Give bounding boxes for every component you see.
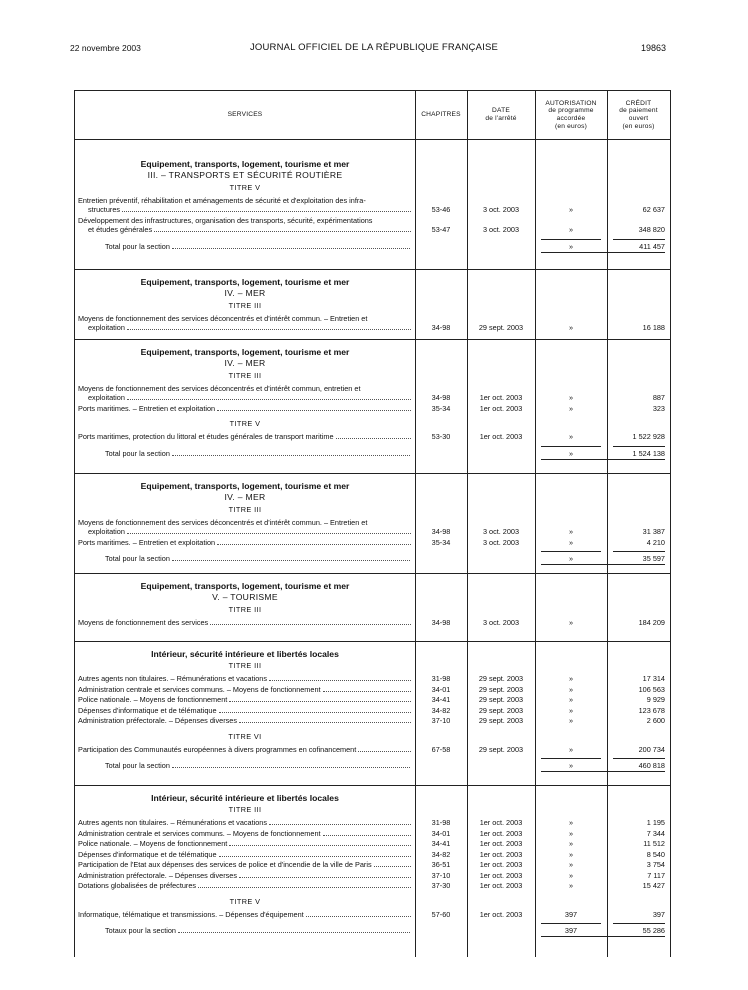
- table-row: [78, 384, 412, 402]
- date-cell: 1er oct. 2003: [479, 392, 523, 402]
- table-row: [78, 695, 412, 704]
- service-label-line: [78, 685, 412, 694]
- titre-heading: TITRE III: [228, 604, 262, 614]
- table-row: [78, 745, 412, 754]
- table-row: [78, 910, 412, 919]
- authorization-cell: »: [568, 432, 574, 441]
- dot-leader: [178, 932, 410, 933]
- total-authorization: »: [568, 554, 574, 563]
- ministry-heading: Equipement, transports, logement, tourisme et mer: [140, 347, 350, 357]
- date-cell: 3 oct. 2003: [482, 204, 520, 214]
- double-rule: [541, 771, 665, 772]
- column-header-credit: CRÉDIT de paiement ouvert (en euros): [619, 99, 658, 130]
- section-total-row: [105, 554, 411, 563]
- dot-leader: [219, 712, 412, 713]
- ministry-heading: Equipement, transports, logement, tourisme et mer: [140, 581, 350, 591]
- dot-leader: [127, 329, 411, 330]
- table-row: [78, 829, 412, 838]
- service-label-line: [78, 910, 412, 919]
- total-credit: 35 597: [642, 554, 665, 563]
- authorization-cell: »: [568, 860, 574, 869]
- date-cell: 29 sept. 2003: [478, 322, 524, 332]
- dot-leader: [358, 751, 411, 752]
- chapter-cell: 53-47: [431, 224, 451, 234]
- service-label-line: [78, 323, 412, 332]
- credit-cell: 17 314: [642, 674, 665, 683]
- column-divider: [467, 91, 468, 957]
- service-label-text: Autres agents non titulaires. – Rémunérations et vacations: [78, 674, 268, 683]
- total-authorization: 397: [564, 926, 578, 935]
- sum-rule: [613, 239, 665, 240]
- sum-rule: [613, 446, 665, 447]
- date-cell: 3 oct. 2003: [482, 537, 520, 547]
- dot-leader: [198, 887, 411, 888]
- dot-leader: [154, 231, 411, 232]
- credit-cell: 7 344: [646, 828, 665, 838]
- service-label-text: Participation de l'Etat aux dépenses des services de police et d'incendie de la ville de Paris: [78, 860, 372, 869]
- authorization-cell: »: [568, 695, 574, 704]
- section-separator: [75, 473, 670, 474]
- chapter-cell: 53-30: [431, 432, 451, 441]
- table-row: [78, 871, 412, 880]
- header-rule: [75, 139, 670, 140]
- dot-leader: [127, 399, 411, 400]
- date-cell: 1er oct. 2003: [479, 828, 523, 838]
- table-row: [78, 716, 412, 725]
- date-cell: 1er oct. 2003: [479, 839, 523, 848]
- total-label: Total pour la section: [105, 554, 170, 563]
- section-separator: [75, 269, 670, 270]
- section-total-row: [105, 449, 411, 458]
- column-divider: [607, 91, 608, 957]
- service-label-text: structures: [88, 204, 121, 214]
- date-cell: 29 sept. 2003: [478, 705, 524, 715]
- authorization-cell: »: [568, 537, 574, 547]
- service-label-line: Moyens de fonctionnement des services déconcentrés et d'intérêt commun. – Entretien et: [78, 517, 368, 527]
- service-label-line: [78, 745, 412, 754]
- titre-heading: TITRE III: [228, 805, 262, 814]
- titre-heading: TITRE III: [228, 504, 262, 514]
- chapter-cell: 37-10: [431, 870, 451, 880]
- date-cell: 3 oct. 2003: [482, 526, 520, 536]
- service-label-line: [78, 716, 412, 725]
- dot-leader: [172, 455, 410, 456]
- service-label-text: Moyens de fonctionnement des services: [78, 617, 209, 627]
- section-subheading: III. – TRANSPORTS ET SÉCURITÉ ROUTIÈRE: [147, 170, 343, 180]
- dot-leader: [217, 544, 411, 545]
- table-row: [78, 618, 412, 627]
- authorization-cell: »: [568, 839, 574, 848]
- chapter-cell: 36-51: [431, 860, 451, 869]
- column-divider: [415, 91, 416, 957]
- credit-cell: 11 512: [643, 839, 665, 848]
- table-row: [78, 881, 412, 890]
- double-rule: [541, 936, 665, 937]
- service-label-line: [78, 393, 412, 402]
- credit-cell: 348 820: [638, 224, 665, 234]
- authorization-cell: »: [568, 403, 574, 413]
- credit-cell: 7 117: [647, 870, 665, 880]
- titre-heading: TITRE VI: [228, 731, 262, 741]
- chapter-cell: 31-98: [431, 674, 451, 683]
- credit-cell: 4 210: [646, 537, 665, 547]
- dot-leader: [172, 248, 410, 249]
- credits-table: [74, 90, 671, 957]
- service-label-text: exploitation: [88, 526, 125, 536]
- section-subheading: IV. – MER: [224, 288, 266, 298]
- ministry-heading: Equipement, transports, logement, tourisme et mer: [140, 277, 350, 287]
- service-label-text: Administration centrale et services communs. – Moyens de fonctionnement: [78, 828, 321, 838]
- table-row: [78, 404, 412, 413]
- dot-leader: [219, 856, 412, 857]
- authorization-cell: »: [568, 674, 574, 683]
- section-subheading: V. – TOURISME: [212, 592, 278, 602]
- total-label: Total pour la section: [105, 241, 170, 251]
- total-label: Total pour la section: [105, 448, 170, 458]
- authorization-cell: »: [568, 392, 574, 402]
- section-subheading: IV. – MER: [224, 358, 266, 368]
- section-separator: [75, 573, 670, 574]
- column-divider: [535, 91, 536, 957]
- service-label-line: [78, 829, 412, 838]
- sum-rule: [541, 551, 601, 552]
- authorization-cell: »: [568, 881, 574, 890]
- table-row: [78, 196, 412, 214]
- service-label-text: exploitation: [88, 322, 125, 332]
- chapter-cell: 67-58: [431, 744, 451, 754]
- credit-cell: 3 754: [646, 860, 665, 869]
- page-header: [0, 0, 748, 60]
- authorization-cell: »: [568, 204, 574, 214]
- authorization-cell: »: [568, 870, 574, 880]
- ministry-heading: Equipement, transports, logement, tourisme et mer: [140, 159, 350, 169]
- dot-leader: [269, 824, 411, 825]
- credit-cell: 8 540: [646, 849, 665, 859]
- total-credit: 460 818: [638, 761, 665, 770]
- chapter-cell: 35-34: [431, 403, 451, 413]
- table-row: [78, 538, 412, 547]
- credit-cell: 1 195: [646, 818, 665, 827]
- dot-leader: [239, 722, 411, 723]
- titre-heading: TITRE III: [228, 300, 262, 310]
- section-separator: [75, 641, 670, 642]
- titre-heading: TITRE III: [228, 661, 262, 670]
- service-label-text: Informatique, télématique et transmissions. – Dépenses d'équipement: [78, 909, 304, 919]
- service-label-line: [78, 225, 412, 234]
- service-label-line: [78, 839, 412, 848]
- table-row: [78, 850, 412, 859]
- authorization-cell: »: [568, 526, 574, 536]
- authorization-cell: 397: [564, 909, 578, 919]
- service-label-text: exploitation: [88, 392, 125, 402]
- sum-rule: [613, 923, 665, 924]
- service-label-line: [78, 818, 412, 827]
- service-label-text: Dépenses d'informatique et de télématique: [78, 849, 217, 859]
- sum-rule: [541, 758, 601, 759]
- dot-leader: [323, 691, 411, 692]
- credit-cell: 200 734: [638, 744, 665, 754]
- service-label-line: [78, 871, 412, 880]
- journal-title: JOURNAL OFFICIEL DE LA RÉPUBLIQUE FRANÇAISE: [249, 42, 499, 53]
- table-row: [78, 518, 412, 536]
- service-label-line: [78, 404, 412, 413]
- section-separator: [75, 785, 670, 786]
- service-label-text: Dépenses d'informatique et de télématique: [78, 705, 217, 715]
- dot-leader: [217, 410, 411, 411]
- dot-leader: [323, 835, 411, 836]
- date-cell: 29 sept. 2003: [478, 744, 524, 754]
- table-row: [78, 839, 412, 848]
- service-label-text: et études générales: [88, 224, 153, 234]
- section-total-row: [105, 242, 411, 251]
- service-label-text: Administration centrale et services communs. – Moyens de fonctionnement: [78, 684, 321, 694]
- service-label-line: Entretien préventif, réhabilitation et aménagements de sécurité et d'exploitation des infra-: [78, 195, 366, 205]
- authorization-cell: »: [568, 716, 574, 725]
- total-label: Totaux pour la section: [105, 926, 176, 935]
- chapter-cell: 34-01: [431, 828, 451, 838]
- date-cell: 1er oct. 2003: [479, 432, 523, 441]
- total-credit: 411 457: [639, 241, 665, 251]
- total-credit: 55 286: [642, 926, 665, 935]
- service-label-line: [78, 706, 412, 715]
- sum-rule: [541, 923, 601, 924]
- titre-heading: TITRE V: [229, 896, 261, 906]
- service-label-line: [78, 205, 412, 214]
- date-cell: 1er oct. 2003: [479, 860, 523, 869]
- service-label-line: [78, 674, 412, 683]
- double-rule: [541, 459, 665, 460]
- sum-rule: [541, 239, 601, 240]
- date-cell: 1er oct. 2003: [479, 818, 523, 827]
- credit-cell: 887: [652, 392, 665, 402]
- service-label-text: Police nationale. – Moyens de fonctionnement: [78, 839, 228, 848]
- credit-cell: 31 387: [642, 526, 665, 536]
- chapter-cell: 34-98: [431, 617, 451, 627]
- service-label-text: Autres agents non titulaires. – Rémunérations et vacations: [78, 818, 268, 827]
- sum-rule: [613, 551, 665, 552]
- ministry-heading: Equipement, transports, logement, tourisme et mer: [140, 481, 350, 491]
- column-header-chapitres: CHAPITRES: [421, 111, 461, 119]
- service-label-line: [78, 618, 412, 627]
- section-subheading: IV. – MER: [224, 492, 266, 502]
- service-label-text: Police nationale. – Moyens de fonctionnement: [78, 695, 228, 704]
- sum-rule: [613, 758, 665, 759]
- date-cell: 29 sept. 2003: [478, 674, 524, 683]
- total-authorization: »: [568, 241, 574, 251]
- service-label-text: Dotations globalisées de préfectures: [78, 881, 197, 890]
- dot-leader: [210, 624, 411, 625]
- service-label-text: Ports maritimes. – Entretien et exploitation: [78, 403, 216, 413]
- service-label-line: [78, 850, 412, 859]
- service-label-line: Moyens de fonctionnement des services déconcentrés et d'intérêt commun. – Entretien et: [78, 313, 368, 323]
- chapter-cell: 34-98: [431, 392, 451, 402]
- total-authorization: »: [568, 761, 574, 770]
- service-label-line: Développement des infrastructures, organisation des transports, sécurité, expérimentations: [78, 215, 373, 225]
- total-authorization: »: [568, 448, 574, 458]
- table-row: [78, 685, 412, 694]
- date-cell: 29 sept. 2003: [478, 716, 524, 725]
- chapter-cell: 37-10: [431, 716, 451, 725]
- dot-leader: [269, 680, 411, 681]
- service-label-text: Administration préfectorale. – Dépenses diverses: [78, 870, 237, 880]
- chapter-cell: 34-98: [431, 322, 451, 332]
- date-cell: 1er oct. 2003: [479, 881, 523, 890]
- chapter-cell: 34-82: [431, 849, 451, 859]
- credit-cell: 397: [652, 909, 665, 919]
- total-credit: 1 524 138: [632, 448, 665, 458]
- ministry-heading: Intérieur, sécurité intérieure et libertés locales: [151, 793, 339, 803]
- service-label-line: [78, 860, 412, 869]
- service-label-line: [78, 695, 412, 704]
- date-cell: 1er oct. 2003: [479, 870, 523, 880]
- authorization-cell: »: [568, 617, 574, 627]
- chapter-cell: 34-82: [431, 705, 451, 715]
- table-row: [78, 314, 412, 332]
- credit-cell: 123 678: [638, 705, 665, 715]
- credit-cell: 323: [652, 403, 665, 413]
- chapter-cell: 34-01: [431, 684, 451, 694]
- credit-cell: 62 637: [642, 204, 665, 214]
- publication-date: 22 novembre 2003: [70, 43, 141, 53]
- chapter-cell: 34-41: [431, 695, 451, 704]
- chapter-cell: 37-30: [431, 881, 451, 890]
- authorization-cell: »: [568, 224, 574, 234]
- section-total-row: [105, 926, 411, 935]
- authorization-cell: »: [568, 828, 574, 838]
- table-row: [78, 216, 412, 234]
- date-cell: 29 sept. 2003: [478, 695, 524, 704]
- credit-cell: 2 600: [646, 716, 665, 725]
- service-label-text: Ports maritimes. – Entretien et exploitation: [78, 537, 216, 547]
- credit-cell: 1 522 928: [632, 432, 665, 441]
- service-label-line: [78, 527, 412, 536]
- date-cell: 29 sept. 2003: [478, 684, 524, 694]
- dot-leader: [229, 701, 411, 702]
- total-label: Total pour la section: [105, 761, 170, 770]
- credit-cell: 184 209: [638, 617, 665, 627]
- titre-heading: TITRE III: [228, 370, 262, 380]
- table-row: [78, 674, 412, 683]
- chapter-cell: 34-98: [431, 526, 451, 536]
- dot-leader: [172, 767, 410, 768]
- authorization-cell: »: [568, 322, 574, 332]
- dot-leader: [122, 211, 411, 212]
- dot-leader: [374, 866, 411, 867]
- page-number: 19863: [640, 43, 666, 53]
- chapter-cell: 35-34: [431, 537, 451, 547]
- chapter-cell: 57-60: [431, 909, 451, 919]
- ministry-heading: Intérieur, sécurité intérieure et libertés locales: [151, 649, 339, 659]
- chapter-cell: 34-41: [431, 839, 451, 848]
- date-cell: 3 oct. 2003: [482, 617, 520, 627]
- table-row: [78, 706, 412, 715]
- table-row: [78, 860, 412, 869]
- credit-cell: 106 563: [638, 684, 665, 694]
- dot-leader: [239, 877, 411, 878]
- column-header-date: DATE de l'arrêté: [485, 107, 517, 122]
- column-header-autorisation: AUTORISATION de programme accordée (en euros): [545, 99, 597, 130]
- chapter-cell: 31-98: [431, 818, 451, 827]
- credit-cell: 9 929: [646, 695, 665, 704]
- date-cell: 1er oct. 2003: [479, 909, 523, 919]
- authorization-cell: »: [568, 744, 574, 754]
- sum-rule: [541, 446, 601, 447]
- dot-leader: [306, 916, 411, 917]
- authorization-cell: »: [568, 849, 574, 859]
- double-rule: [541, 564, 665, 565]
- service-label-text: Participation des Communautés européennes à divers programmes en cofinancement: [78, 744, 357, 754]
- authorization-cell: »: [568, 818, 574, 827]
- service-label-line: [78, 432, 412, 441]
- section-total-row: [105, 761, 411, 770]
- credit-cell: 16 188: [642, 322, 665, 332]
- section-separator: [75, 339, 670, 340]
- dot-leader: [127, 533, 411, 534]
- service-label-line: [78, 881, 412, 890]
- service-label-text: Administration préfectorale. – Dépenses diverses: [78, 716, 237, 725]
- date-cell: 3 oct. 2003: [482, 224, 520, 234]
- double-rule: [541, 252, 665, 253]
- service-label-text: Ports maritimes, protection du littoral et études générales de transport maritime: [78, 432, 334, 441]
- titre-heading: TITRE V: [229, 182, 261, 192]
- dot-leader: [229, 845, 411, 846]
- chapter-cell: 53-46: [431, 204, 451, 214]
- authorization-cell: »: [568, 684, 574, 694]
- service-label-line: Moyens de fonctionnement des services déconcentrés et d'intérêt commun, entretien et: [78, 383, 361, 393]
- titre-heading: TITRE V: [229, 419, 261, 428]
- table-row: [78, 432, 412, 441]
- date-cell: 1er oct. 2003: [479, 849, 523, 859]
- table-row: [78, 818, 412, 827]
- date-cell: 1er oct. 2003: [479, 403, 523, 413]
- column-header-services: SERVICES: [227, 111, 263, 119]
- dot-leader: [336, 438, 411, 439]
- dot-leader: [172, 560, 410, 561]
- service-label-line: [78, 538, 412, 547]
- credit-cell: 15 427: [642, 881, 665, 890]
- authorization-cell: »: [568, 705, 574, 715]
